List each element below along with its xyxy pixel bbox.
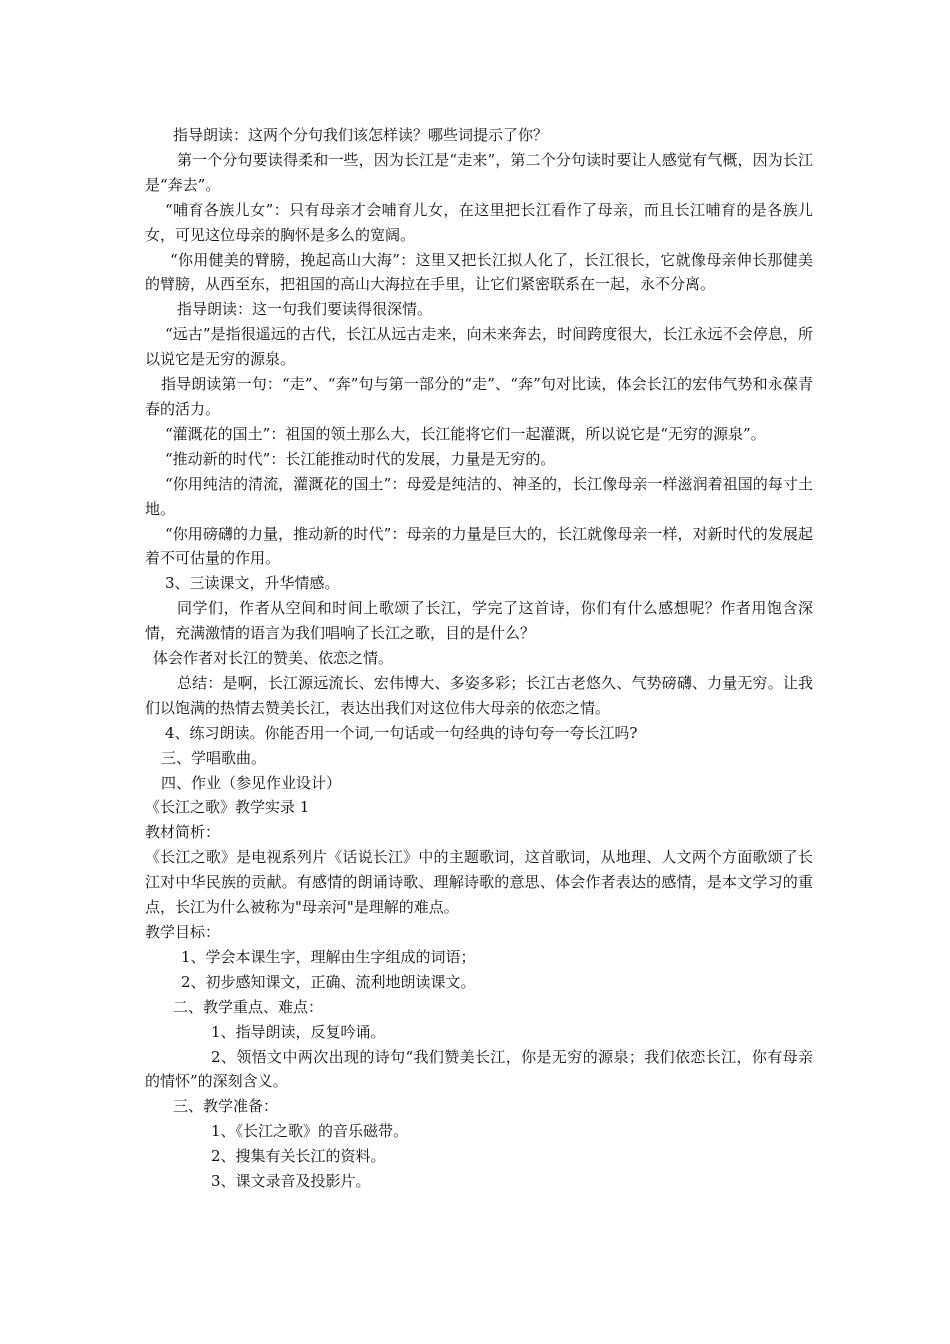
paragraph: 四、作业（参见作业设计） [161, 773, 342, 792]
paragraph: “灌溉花的国土”：祖国的领土那么大，长江能将它们一起灌溉，所以说它是“无穷的源泉”。 [165, 424, 766, 443]
paragraph: 指导朗读第一句：“走”、“奔”句与第一部分的“走”、“奔”句对比读，体会长江的宏伟气势和永葆青春的活力。 [145, 375, 813, 418]
paragraph: “哺育各族儿女”：只有母亲才会哺育儿女，在这里把长江看作了母亲，而且长江哺育的是各族儿女，可见这位母亲的胸怀是多么的宽阔。 [145, 200, 813, 244]
paragraph: “你用纯洁的清流，灌溉花的国土”：母爱是纯洁的、神圣的，长江像母亲一样滋润着祖国的每寸土地。 [145, 474, 813, 518]
paragraph: 总结：是啊，长江源远流长、宏伟博大、多姿多彩；长江古老悠久、气势磅礴、力量无穷。让我们以饱满的热情去赞美长江，表达出我们对这位伟大母亲的依恋之情。 [145, 673, 813, 717]
paragraph: 同学们，作者从空间和时间上歌颂了长江，学完了这首诗，你们有什么感想呢？作者用饱含深情，充满激情的语言为我们唱响了长江之歌，目的是什么？ [145, 599, 813, 643]
paragraph: “推动新的时代”：长江能推动时代的发展，力量是无穷的。 [165, 449, 556, 468]
paragraph: 第一个分句要读得柔和一些，因为长江是“走来”，第二个分句读时要让人感觉有气概，因为长江是“奔去”。 [145, 150, 813, 194]
paragraph: 1、学会本课生字，理解由生字组成的词语； [181, 947, 476, 966]
paragraph: 二、教学重点、难点： [173, 997, 324, 1016]
paragraph: 1、指导朗读，反复吟诵。 [211, 1022, 386, 1041]
paragraph: 3、三读课文，升华情感。 [165, 574, 340, 593]
paragraph: 指导朗读：这两个分句我们该怎样读？哪些词提示了你？ [173, 126, 549, 144]
paragraph: 4、练习朗读。你能否用一个词,一句话或一句经典的诗句夸一夸长江吗? [165, 723, 638, 742]
paragraph: 《长江之歌》教学实录 1 [145, 798, 310, 817]
paragraph: 3、课文录音及投影片。 [211, 1172, 371, 1191]
paragraph: 2、初步感知课文，正确、流利地朗读课文。 [181, 972, 476, 991]
paragraph: 2、领悟文中两次出现的诗句“我们赞美长江，你是无穷的源泉；我们依恋长江，你有母亲的情怀”的深刻含义。 [145, 1047, 813, 1091]
paragraph: 教材简析： [145, 823, 221, 842]
paragraph: “远古”是指很遥远的古代，长江从远古走来，向未来奔去，时间跨度很大，长江永远不会停息，所以说它是无穷的源泉。 [145, 325, 813, 369]
paragraph: 教学目标： [145, 923, 221, 941]
paragraph: 指导朗读：这一句我们要读得很深情。 [177, 300, 433, 319]
paragraph: “你用健美的臂膀，挽起高山大海”：这里又把长江拟人化了，长江很长，它就像母亲伸长那健美的臂膀，从西至东，把祖国的高山大海拉在手里，让它们紧密联系在一起，永不分离。 [145, 250, 813, 294]
paragraph: 体会作者对长江的赞美、依恋之情。 [153, 649, 394, 668]
paragraph: 《长江之歌》是电视系列片《话说长江》中的主题歌词，这首歌词，从地理、人文两个方面歌颂了长江对中华民族的贡献。有感情的朗诵诗歌、理解诗歌的意思、体会作者表达的感情，是本文学习的重点，长江为什么被称为"母亲河"是理解的难点。 [145, 848, 813, 917]
paragraph: “你用磅礴的力量，推动新的时代”：母亲的力量是巨大的，长江就像母亲一样，对新时代的发展起着不可估量的作用。 [145, 524, 813, 568]
paragraph: 三、教学准备： [173, 1097, 279, 1116]
paragraph: 三、学唱歌曲。 [161, 748, 267, 767]
paragraph: 2、搜集有关长江的资料。 [211, 1147, 386, 1166]
paragraph: 1、《长江之歌》的音乐磁带。 [211, 1122, 409, 1141]
document-body [145, 123, 813, 1194]
